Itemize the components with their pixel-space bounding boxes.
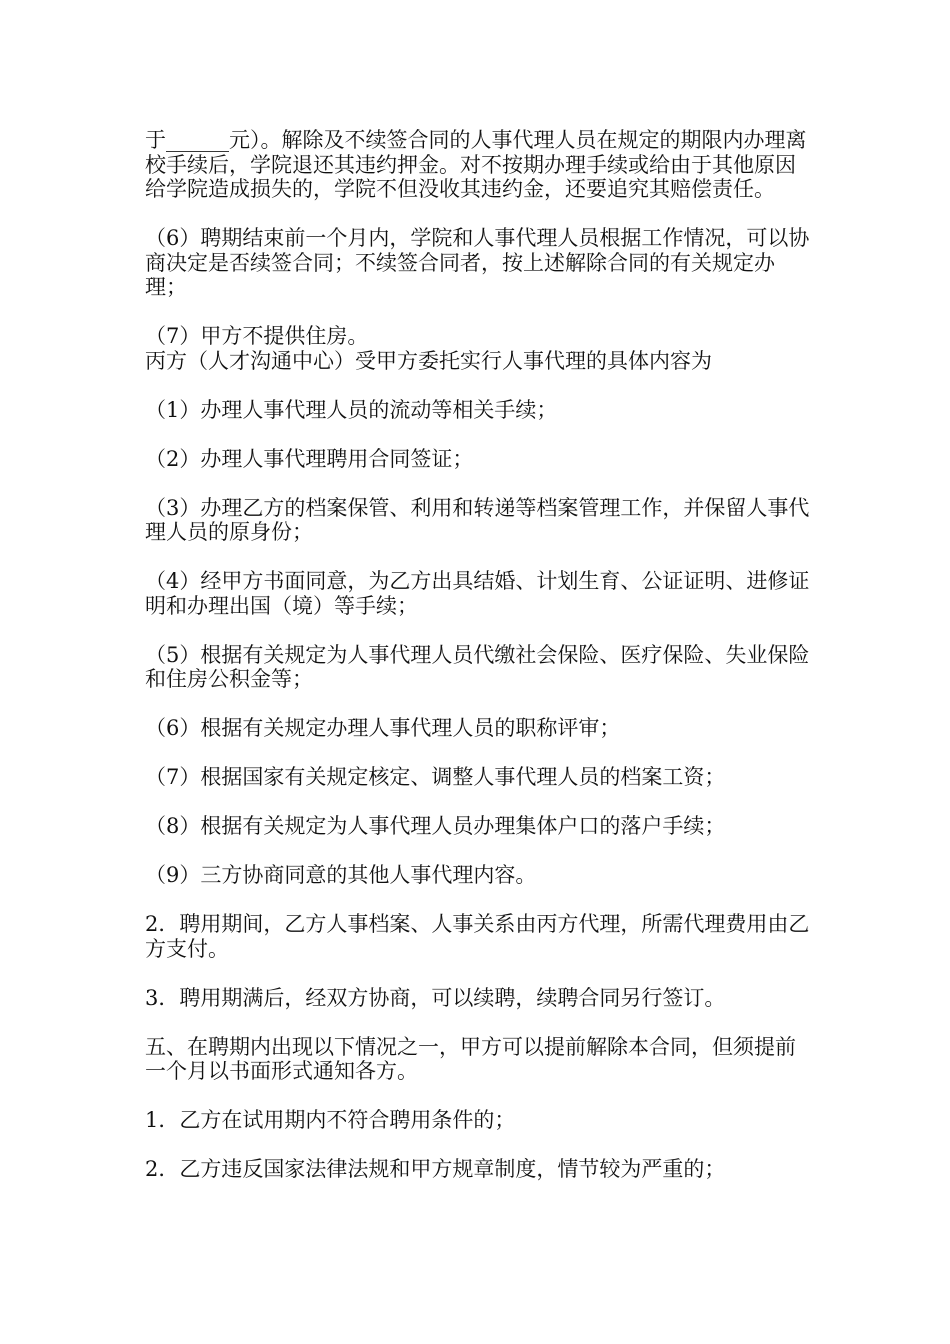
paragraph-deposit-refund: 于______元）。解除及不续签合同的人事代理人员在规定的期限内办理离校手续后，学院退还其违约押金。对不按期办理手续或给由于其他原因给学院造成损失的，学院不但没收其违约金，还要追究其赔偿责任。 (145, 128, 807, 201)
paragraph-clause-2: 2．聘用期间，乙方人事档案、人事关系由丙方代理，所需代理费用由乙方支付。 (145, 912, 810, 961)
document-body (145, 128, 810, 1182)
paragraph-agency-intro: 丙方（人才沟通中心）受甲方委托实行人事代理的具体内容为 (145, 348, 712, 373)
list-item: （8）根据有关规定为人事代理人员办理集体户口的落户手续； (145, 814, 726, 838)
list-item: （4）经甲方书面同意，为乙方出具结婚、计划生育、公证证明、进修证明和办理出国（境）等手续； (145, 569, 810, 618)
list-item: （9）三方协商同意的其他人事代理内容。 (145, 863, 537, 887)
list-item: （1）办理人事代理人员的流动等相关手续； (145, 397, 558, 422)
list-item: （7）根据国家有关规定核定、调整人事代理人员的档案工资； (145, 765, 726, 789)
paragraph-contract-renewal: （6）聘期结束前一个月内，学院和人事代理人员根据工作情况，可以协商决定是否续签合同；不续签合同者，按上述解除合同的有关规定办理； (145, 226, 810, 299)
paragraph-no-housing: （7）甲方不提供住房。 (145, 324, 369, 348)
list-item: （2）办理人事代理聘用合同签证； (145, 446, 474, 471)
list-item: （6）根据有关规定办理人事代理人员的职称评审； (145, 716, 621, 740)
list-item: 1．乙方在试用期内不符合聘用条件的； (145, 1108, 516, 1132)
section-heading-five: 五、在聘期内出现以下情况之一，甲方可以提前解除本合同，但须提前一个月以书面形式通知各方。 (145, 1034, 796, 1083)
list-item: 2．乙方违反国家法律法规和甲方规章制度，情节较为严重的； (145, 1157, 726, 1181)
list-item: （3）办理乙方的档案保管、利用和转递等档案管理工作，并保留人事代理人员的原身份； (145, 495, 810, 544)
list-item: （5）根据有关规定为人事代理人员代缴社会保险、医疗保险、失业保险和住房公积金等； (145, 642, 810, 691)
paragraph-clause-3: 3．聘用期满后，经双方协商，可以续聘，续聘合同另行签订。 (145, 985, 726, 1010)
